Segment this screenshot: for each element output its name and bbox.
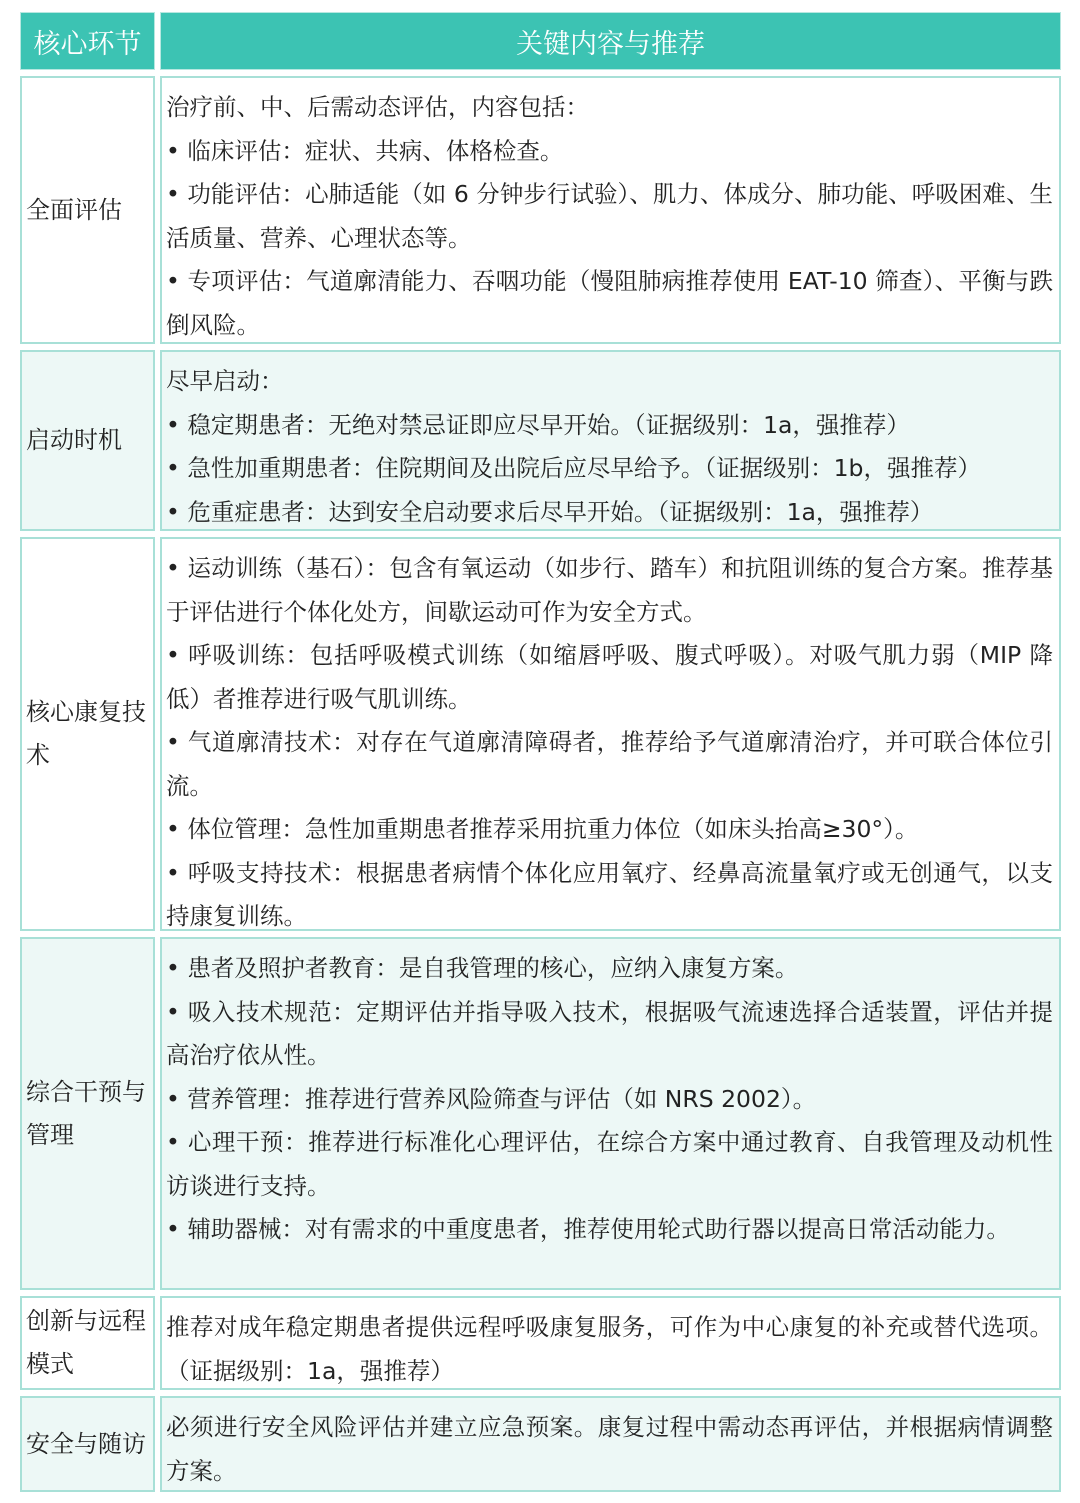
content-line: • 专项评估：气道廓清能力、吞咽功能（慢阻肺病推荐使用 EAT-10 筛查）、平衡与跌倒风险。 [166,267,1053,339]
row-section-label: 启动时机 [20,350,155,531]
table-header [20,12,1061,70]
content-line: • 急性加重期患者：住院期间及出院后应尽早给予。（证据级别：1b，强推荐） [166,454,981,482]
content-line: • 临床评估：症状、共病、体格检查。 [166,136,564,165]
row-section-label: 全面评估 [20,76,155,344]
table-row [20,1296,1061,1390]
content-line: • 呼吸支持技术：根据患者病情个体化应用氧疗、经鼻高流量氧疗或无创通气，以支持康复训练。 [166,858,1053,930]
row-content [160,537,1061,931]
row-section-label: 核心康复技术 [20,537,155,931]
content-line: • 呼吸训练：包括呼吸模式训练（如缩唇呼吸、腹式呼吸）。对吸气肌力弱（MIP 降低）者推荐进行吸气肌训练。 [166,641,1053,713]
recommendation-table [20,12,1061,1498]
table-row [20,76,1061,344]
content-line: • 营养管理：推荐进行营养风险筛查与评估（如 NRS 2002）。 [166,1084,817,1113]
content-line: • 心理干预：推荐进行标准化心理评估，在综合方案中通过教育、自我管理及动机性访谈进行支持。 [166,1128,1053,1200]
content-line: • 功能评估：心肺适能（如 6 分钟步行试验）、肌力、体成分、肺功能、呼吸困难、生活质量、营养、心理状态等。 [166,180,1053,252]
row-section-label: 安全与随访 [20,1396,155,1492]
content-line: • 危重症患者：达到安全启动要求后尽早开始。（证据级别：1a，强推荐） [166,497,934,526]
table-row [20,537,1061,931]
content-line: • 体位管理：急性加重期患者推荐采用抗重力体位（如床头抬高≥30°）。 [166,815,919,843]
content-line: 必须进行安全风险评估并建立应急预案。康复过程中需动态再评估，并根据病情调整方案。 [166,1413,1053,1485]
content-line: 尽早启动： [166,367,284,395]
header-core-stage: 核心环节 [20,12,155,70]
content-line: • 患者及照护者教育：是自我管理的核心，应纳入康复方案。 [166,954,799,982]
content-line: 推荐对成年稳定期患者提供远程呼吸康复服务，可作为中心康复的补充或替代选项。（证据级别：1a，强推荐） [166,1313,1053,1385]
table-row [20,350,1061,531]
header-key-content: 关键内容与推荐 [160,12,1061,70]
row-section-label: 综合干预与管理 [20,937,155,1290]
table-row [20,1396,1061,1492]
content-line: 治疗前、中、后需动态评估，内容包括： [166,93,589,121]
row-content [160,937,1061,1290]
content-line: • 稳定期患者：无绝对禁忌证即应尽早开始。（证据级别：1a，强推荐） [166,410,910,439]
content-line: • 吸入技术规范：定期评估并指导吸入技术，根据吸气流速选择合适装置，评估并提高治疗依从性。 [166,997,1053,1069]
row-section-label: 创新与远程模式 [20,1296,155,1390]
row-content [160,76,1061,344]
content-line: • 辅助器械：对有需求的中重度患者，推荐使用轮式助行器以提高日常活动能力。 [166,1215,1010,1243]
content-line: • 运动训练（基石）：包含有氧运动（如步行、踏车）和抗阻训练的复合方案。推荐基于评估进行个体化处方，间歇运动可作为安全方式。 [166,554,1053,626]
content-line: • 气道廓清技术：对存在气道廓清障碍者，推荐给予气道廓清治疗，并可联合体位引流。 [166,728,1053,800]
row-content [160,1296,1061,1390]
table-row [20,937,1061,1290]
row-content [160,350,1061,531]
row-content [160,1396,1061,1492]
